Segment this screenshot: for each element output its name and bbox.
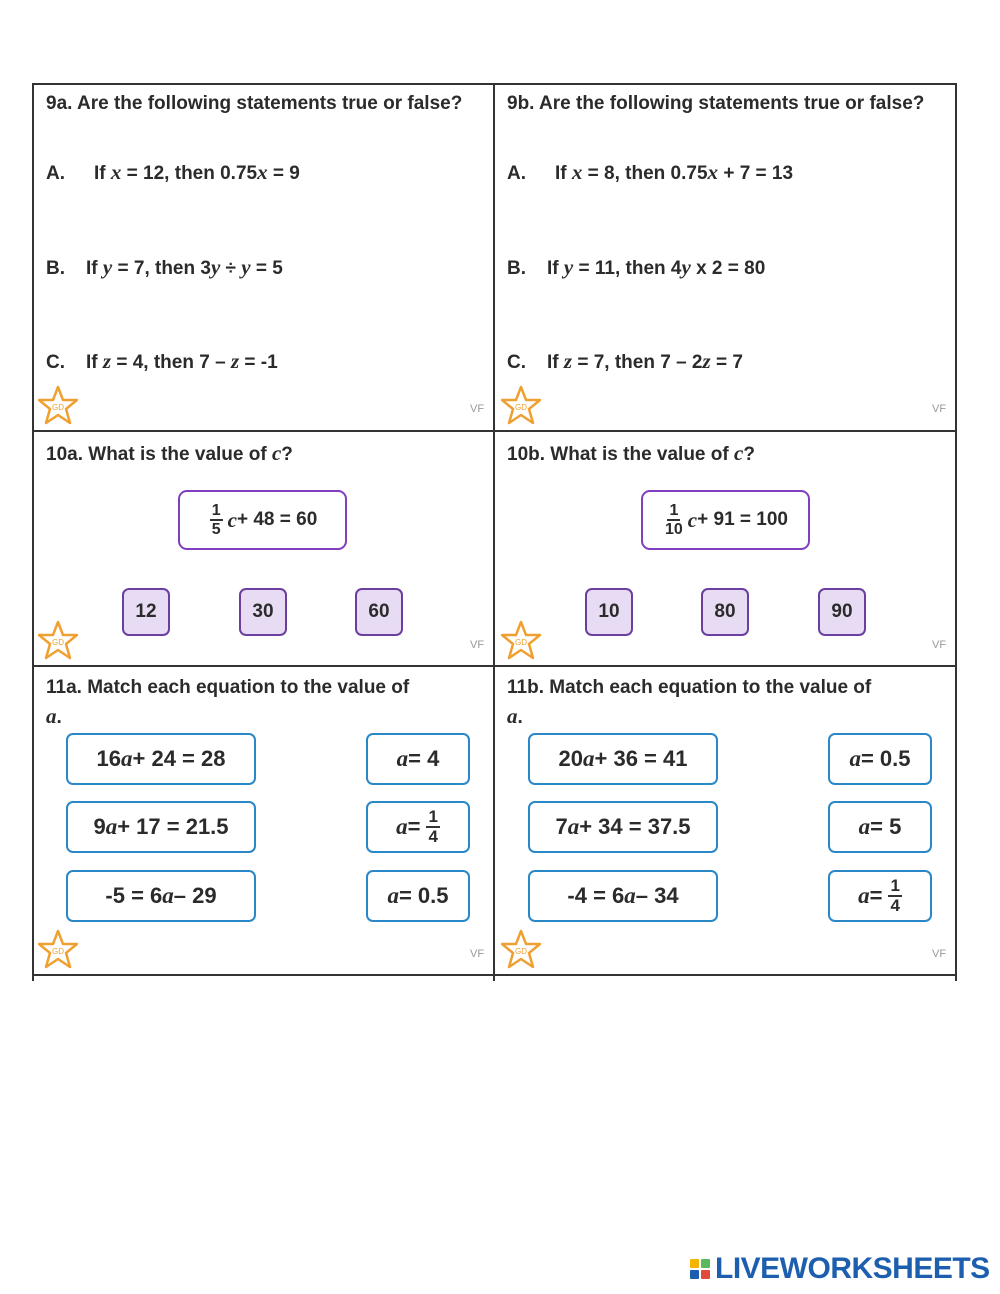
liveworksheets-logo [690, 1252, 990, 1286]
logo-icon [690, 1259, 710, 1279]
vf-mark: VF [932, 403, 947, 415]
logo-text: LIVEWORKSHEETS [715, 1252, 990, 1285]
vf-mark: VF [470, 403, 485, 415]
star-icon [501, 385, 541, 425]
star-icon [38, 620, 78, 660]
answer-choice[interactable]: 60 [355, 588, 403, 636]
vf-mark: VF [932, 948, 947, 960]
answer-choice[interactable]: 80 [701, 588, 749, 636]
value-card[interactable]: a = 0.5 [828, 733, 932, 785]
star-icon [38, 929, 78, 969]
question-9a [32, 83, 493, 430]
svg-text:GD: GD [52, 947, 64, 956]
fraction: $\frac{1}{10}$ [665, 502, 683, 538]
answer-choice[interactable]: 10 [585, 588, 633, 636]
equation-box: $\frac{1}{5}$ c + 48 = 60 [178, 490, 347, 550]
value-card[interactable]: a = 5 [828, 801, 932, 853]
statement-a: A. If x = 8, then 0.75x + 7 = 13 [507, 160, 794, 184]
statement-b: B. If y = 11, then 4y x 2 = 80 [507, 255, 766, 279]
equation-card[interactable]: -5 = 6 a – 29 [66, 870, 256, 922]
equation-box: $\frac{1}{10}$ c + 91 = 100 [641, 490, 810, 550]
vf-mark: VF [470, 948, 485, 960]
grid-right-border [955, 83, 957, 981]
svg-text:GD: GD [52, 403, 64, 412]
star-icon [501, 620, 541, 660]
value-card[interactable]: a = $\frac{1}{4}$ [828, 870, 932, 922]
vf-mark: VF [932, 639, 947, 651]
value-card[interactable]: a = $\frac{1}{4}$ [366, 801, 470, 853]
question-title: 9b. Are the following statements true or false? [507, 93, 925, 114]
fraction: $\frac{1}{5}$ [211, 502, 221, 538]
question-title: 10b. What is the value of c? [507, 441, 755, 465]
question-title: 10a. What is the value of c? [46, 441, 293, 465]
statement-a: A. If x = 12, then 0.75x = 9 [46, 160, 300, 184]
answer-choice[interactable]: 12 [122, 588, 170, 636]
value-card[interactable]: a = 4 [366, 733, 470, 785]
question-9b [495, 83, 955, 430]
statement-b: B. If y = 7, then 3y ÷ y = 5 [46, 255, 283, 279]
svg-text:GD: GD [515, 947, 527, 956]
question-10a [32, 432, 493, 665]
equation-card[interactable]: 20 a + 36 = 41 [528, 733, 718, 785]
svg-text:GD: GD [515, 638, 527, 647]
question-title: 11a. Match each equation to the value of a. [46, 677, 410, 728]
question-11a [32, 667, 493, 974]
equation-card[interactable]: 16 a + 24 = 28 [66, 733, 256, 785]
answer-choice[interactable]: 30 [239, 588, 287, 636]
fraction: $\frac{1}{4}$ [890, 876, 900, 915]
statement-c: C. If z = 4, then 7 – z = -1 [46, 349, 278, 373]
equation-card[interactable]: 9 a + 17 = 21.5 [66, 801, 256, 853]
question-title: 9a. Are the following statements true or false? [46, 93, 463, 114]
question-11b [495, 667, 955, 974]
fraction: $\frac{1}{4}$ [428, 807, 438, 846]
star-icon [38, 385, 78, 425]
question-10b [495, 432, 955, 665]
svg-text:GD: GD [515, 403, 527, 412]
statement-c: C. If z = 7, then 7 – 2z = 7 [507, 349, 743, 373]
question-title: 11b. Match each equation to the value of a. [507, 677, 872, 728]
worksheet-grid [32, 83, 957, 981]
vf-mark: VF [470, 639, 485, 651]
equation-card[interactable]: 7 a + 34 = 37.5 [528, 801, 718, 853]
value-card[interactable]: a = 0.5 [366, 870, 470, 922]
star-icon [501, 929, 541, 969]
svg-text:GD: GD [52, 638, 64, 647]
equation-card[interactable]: -4 = 6 a – 34 [528, 870, 718, 922]
answer-choice[interactable]: 90 [818, 588, 866, 636]
